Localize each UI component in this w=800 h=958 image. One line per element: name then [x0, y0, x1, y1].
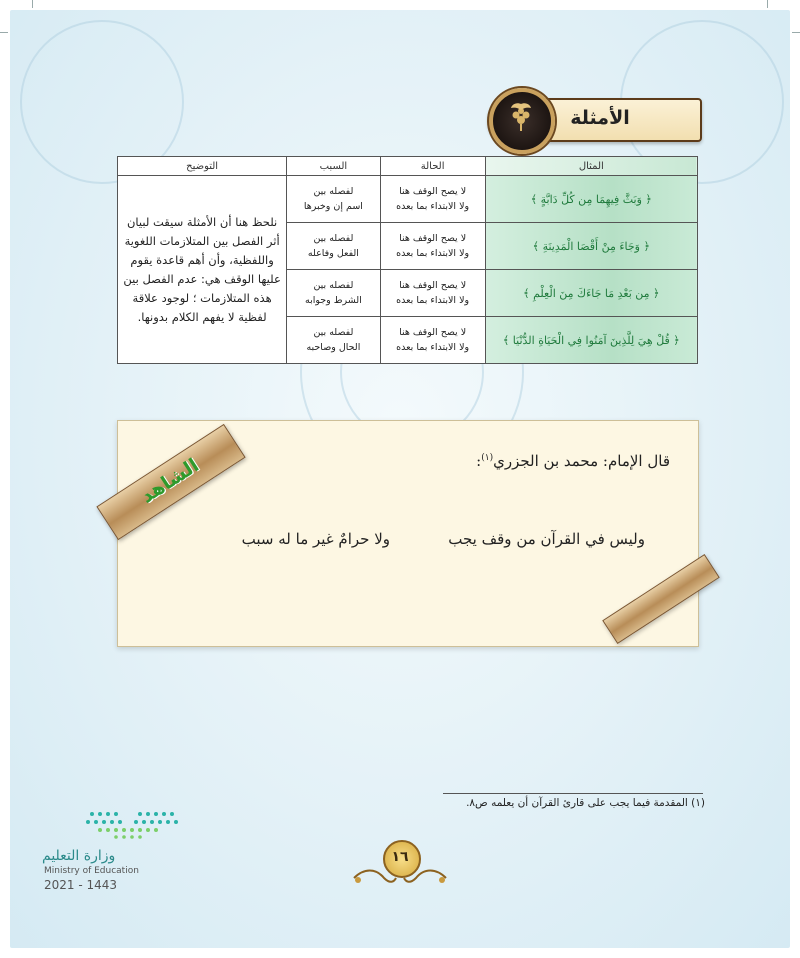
state-cell — [380, 176, 485, 223]
reason-line: اسم إن وخبرها — [303, 201, 363, 212]
header-explanation: التوضيح — [118, 157, 287, 176]
state-line: لا يصح الوقف هنا — [399, 233, 467, 244]
reason-cell — [287, 176, 380, 223]
reason-line: لفصله بين — [313, 233, 354, 244]
state-line: ولا الابتداء بما بعده — [396, 201, 470, 212]
table-row — [118, 176, 698, 223]
evidence-intro — [380, 452, 670, 478]
state-line: ولا الابتداء بما بعده — [396, 295, 470, 306]
state-line: لا يصح الوقف هنا — [399, 186, 467, 197]
reason-line: لفصله بين — [313, 186, 354, 197]
reason-cell — [287, 317, 380, 364]
reason-line: الفعل وفاعله — [307, 248, 359, 259]
header-reason: السبب — [287, 157, 380, 176]
state-cell — [380, 317, 485, 364]
state-line: لا يصح الوقف هنا — [399, 280, 467, 291]
reason-line: الحال وصاحبه — [306, 342, 361, 353]
state-line: ولا الابتداء بما بعده — [396, 248, 470, 259]
crop-mark — [767, 0, 768, 8]
intro-text: قال الإمام: محمد بن الجزري — [493, 452, 670, 470]
explanation-cell: نلحظ هنا أن الأمثلة سيقت لبيان أثر الفصل بين المتلازمات اللغوية واللفظية، وأن أهم قاعدة يقوم عليها الوقف هي: عدم الفصل بين هذه المتلازمات ؛ لوجود علاقة لفظية لا يفهم الكلام بدونها. — [118, 176, 287, 364]
header-example: المثال — [485, 157, 697, 176]
reason-line: لفصله بين — [313, 280, 354, 291]
footnote-divider — [443, 793, 703, 794]
intro-colon: : — [476, 452, 482, 470]
reason-line: الشرط وجوابه — [305, 295, 362, 306]
footnote-ref: (١) — [481, 453, 494, 463]
edition-year: 2021 - 1443 — [44, 878, 118, 892]
state-line: لا يصح الوقف هنا — [399, 327, 467, 338]
example-verse: ﴿ مِن بَعْدِ مَا جَاءَكَ مِنَ الْعِلْمِ ﴾ — [485, 270, 697, 317]
example-verse: ﴿ وَبَثَّ فِيهِمَا مِن كُلِّ دَابَّةٍ ﴾ — [485, 176, 697, 223]
state-cell — [380, 270, 485, 317]
ministry-name-arabic: وزارة التعليم — [42, 848, 116, 864]
footnote: (١) المقدمة فيما يجب على قارئ القرآن أن يعلمه ص٨. — [466, 797, 705, 809]
crop-mark — [792, 32, 800, 33]
example-verse: ﴿ قُلْ هِيَ لِلَّذِينَ آمَنُوا فِي الْحَيَاةِ الدُّنْيَا ﴾ — [485, 317, 697, 364]
state-cell — [380, 223, 485, 270]
header-state: الحالة — [380, 157, 485, 176]
crop-mark — [0, 32, 8, 33]
evidence-label: الشاهد — [137, 454, 203, 508]
section-title: الأمثلة — [570, 107, 630, 129]
crop-mark — [32, 0, 33, 8]
reason-line: لفصله بين — [313, 327, 354, 338]
ministry-logo-icon — [80, 808, 180, 840]
page-number: ١٦ — [391, 849, 409, 865]
example-verse: ﴿ وَجَاءَ مِنْ أَقْصَا الْمَدِينَةِ ﴾ — [485, 223, 697, 270]
poem-second-hemistich: ولا حرامٌ غير ما له سبب — [241, 530, 390, 548]
examples-table — [117, 156, 698, 364]
ministry-name-english: Ministry of Education — [44, 866, 139, 876]
grape-vine-icon — [503, 100, 539, 134]
poem-first-hemistich: وليس في القرآن من وقف يجب — [448, 530, 645, 548]
reason-cell — [287, 223, 380, 270]
reason-cell — [287, 270, 380, 317]
state-line: ولا الابتداء بما بعده — [396, 342, 470, 353]
